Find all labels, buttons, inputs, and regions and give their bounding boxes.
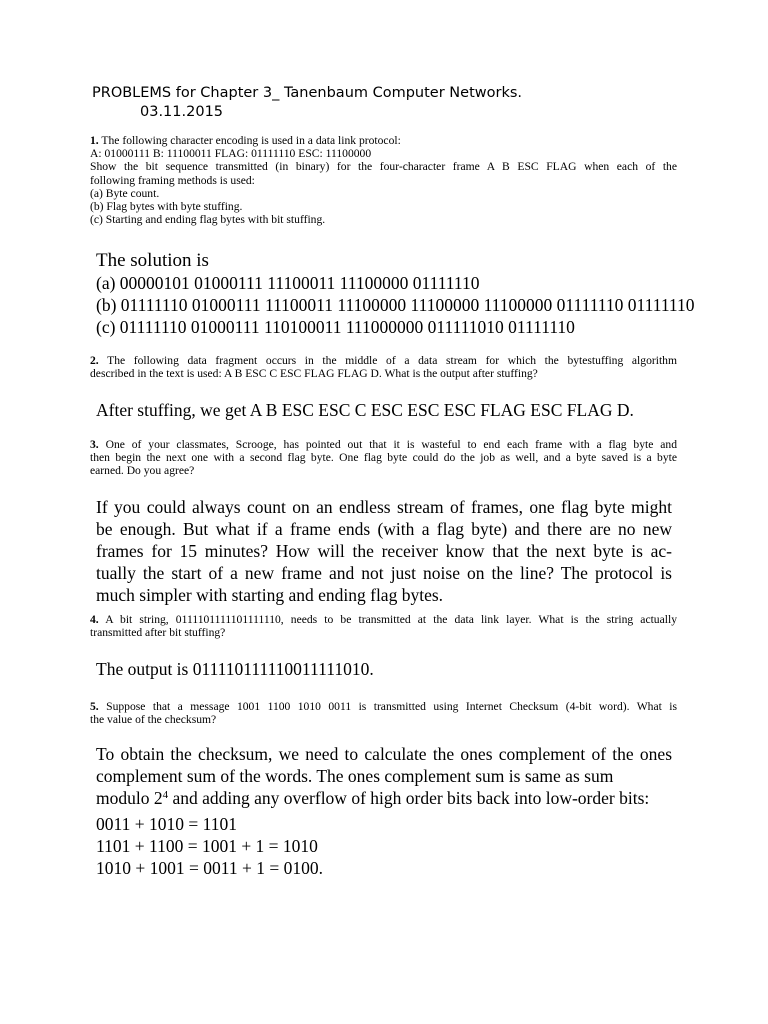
answer-text: tually the start of a new frame and not just noise on the line? The protocol is xyxy=(96,563,672,583)
answer-text: frames for 15 minutes? How will the receiver know that the next byte is ac- xyxy=(96,541,672,561)
problem-text: earned. Do you agree? xyxy=(90,464,195,478)
problem-2 xyxy=(90,354,677,380)
equation: 0011 + 1010 = 1101 xyxy=(96,814,237,834)
problem-number: 2. xyxy=(90,354,99,367)
answer-text: modulo $2^4$ and adding any overflow of high order bits back into low-order bits: xyxy=(96,788,650,808)
problem-text: the value of the checksum? xyxy=(90,713,217,727)
answer-1 xyxy=(96,250,695,338)
problem-text: Suppose that a message 1001 1100 1010 0011 is transmitted using Internet Checksum (4-bit word). What is xyxy=(106,700,677,713)
problem-text: following framing methods is used: xyxy=(90,173,255,187)
answer-text: If you could always count on an endless stream of frames, one flag byte might xyxy=(96,497,672,517)
problem-number: 1. xyxy=(90,134,99,147)
page-title: PROBLEMS for Chapter 3_ Tanenbaum Computer Networks. xyxy=(92,85,523,101)
answer-text: After stuffing, we get A B ESC ESC C ESC ESC ESC FLAG ESC FLAG D. xyxy=(96,400,634,420)
problem-number: 3. xyxy=(90,438,99,451)
answer-2 xyxy=(96,399,672,421)
problem-text: described in the text is used: A B ESC C ESC FLAG FLAG D. What is the output after stuffing? xyxy=(90,367,538,381)
exponent: 4 xyxy=(162,789,169,801)
problem-text: (b) Flag bytes with byte stuffing. xyxy=(90,200,243,214)
problem-text: (c) Starting and ending flag bytes with bit stuffing. xyxy=(90,213,326,227)
problem-text: The following data fragment occurs in the middle of a data stream for which the bytestuffing algorithm xyxy=(107,354,677,367)
problem-5 xyxy=(90,700,677,726)
problem-4 xyxy=(90,613,677,639)
equation: 1101 + 1100 = 1001 + 1 = 1010 xyxy=(96,836,318,856)
problem-number: 5. xyxy=(90,700,99,713)
answer-text: much simpler with starting and ending flag bytes. xyxy=(96,585,444,605)
problem-text: A: 01000111 B: 11100011 FLAG: 01111110 ESC: 11100000 xyxy=(90,147,372,161)
answer-text: To obtain the checksum, we need to calculate the ones complement of the ones xyxy=(96,744,672,764)
problem-3 xyxy=(90,438,677,478)
answer-heading: The solution is xyxy=(96,250,209,271)
answer-4 xyxy=(96,658,672,680)
problem-text: The following character encoding is used in a data link protocol: xyxy=(101,134,401,147)
answer-text: (c) 01111110 01000111 110100011 111000000 011111010 01111110 xyxy=(96,317,575,337)
problem-1 xyxy=(90,134,677,226)
answer-text: The output is 011110111110011111010. xyxy=(96,659,374,679)
problem-text: Show the bit sequence transmitted (in binary) for the four-character frame A B ESC FLAG when each of the xyxy=(90,160,677,174)
answer-text: complement sum of the words. The ones complement sum is same as sum xyxy=(96,766,614,786)
answer-text: (b) 01111110 01000111 11100011 11100000 11100000 11100000 01111110 01111110 xyxy=(96,295,695,315)
problem-text: transmitted after bit stuffing? xyxy=(90,626,226,640)
answer-5 xyxy=(96,743,672,879)
problem-text: One of your classmates, Scrooge, has pointed out that it is wasteful to end each frame with a flag byte and xyxy=(105,438,677,451)
problem-text: A bit string, 0111101111101111110, needs to be transmitted at the data link layer. What is the string actually xyxy=(105,613,677,626)
answer-text: (a) 00000101 01000111 11100011 11100000 01111110 xyxy=(96,273,480,293)
problem-text: (a) Byte count. xyxy=(90,186,160,200)
answer-3 xyxy=(96,496,672,606)
problem-text: then begin the next one with a second flag byte. One flag byte could do the job as well, and a byte saved is a byte xyxy=(90,451,677,465)
equation: 1010 + 1001 = 0011 + 1 = 0100. xyxy=(96,858,323,878)
document-date: 03.11.2015 xyxy=(140,104,224,120)
answer-text: be enough. But what if a frame ends (with a flag byte) and there are no new xyxy=(96,519,672,539)
problem-number: 4. xyxy=(90,613,99,626)
